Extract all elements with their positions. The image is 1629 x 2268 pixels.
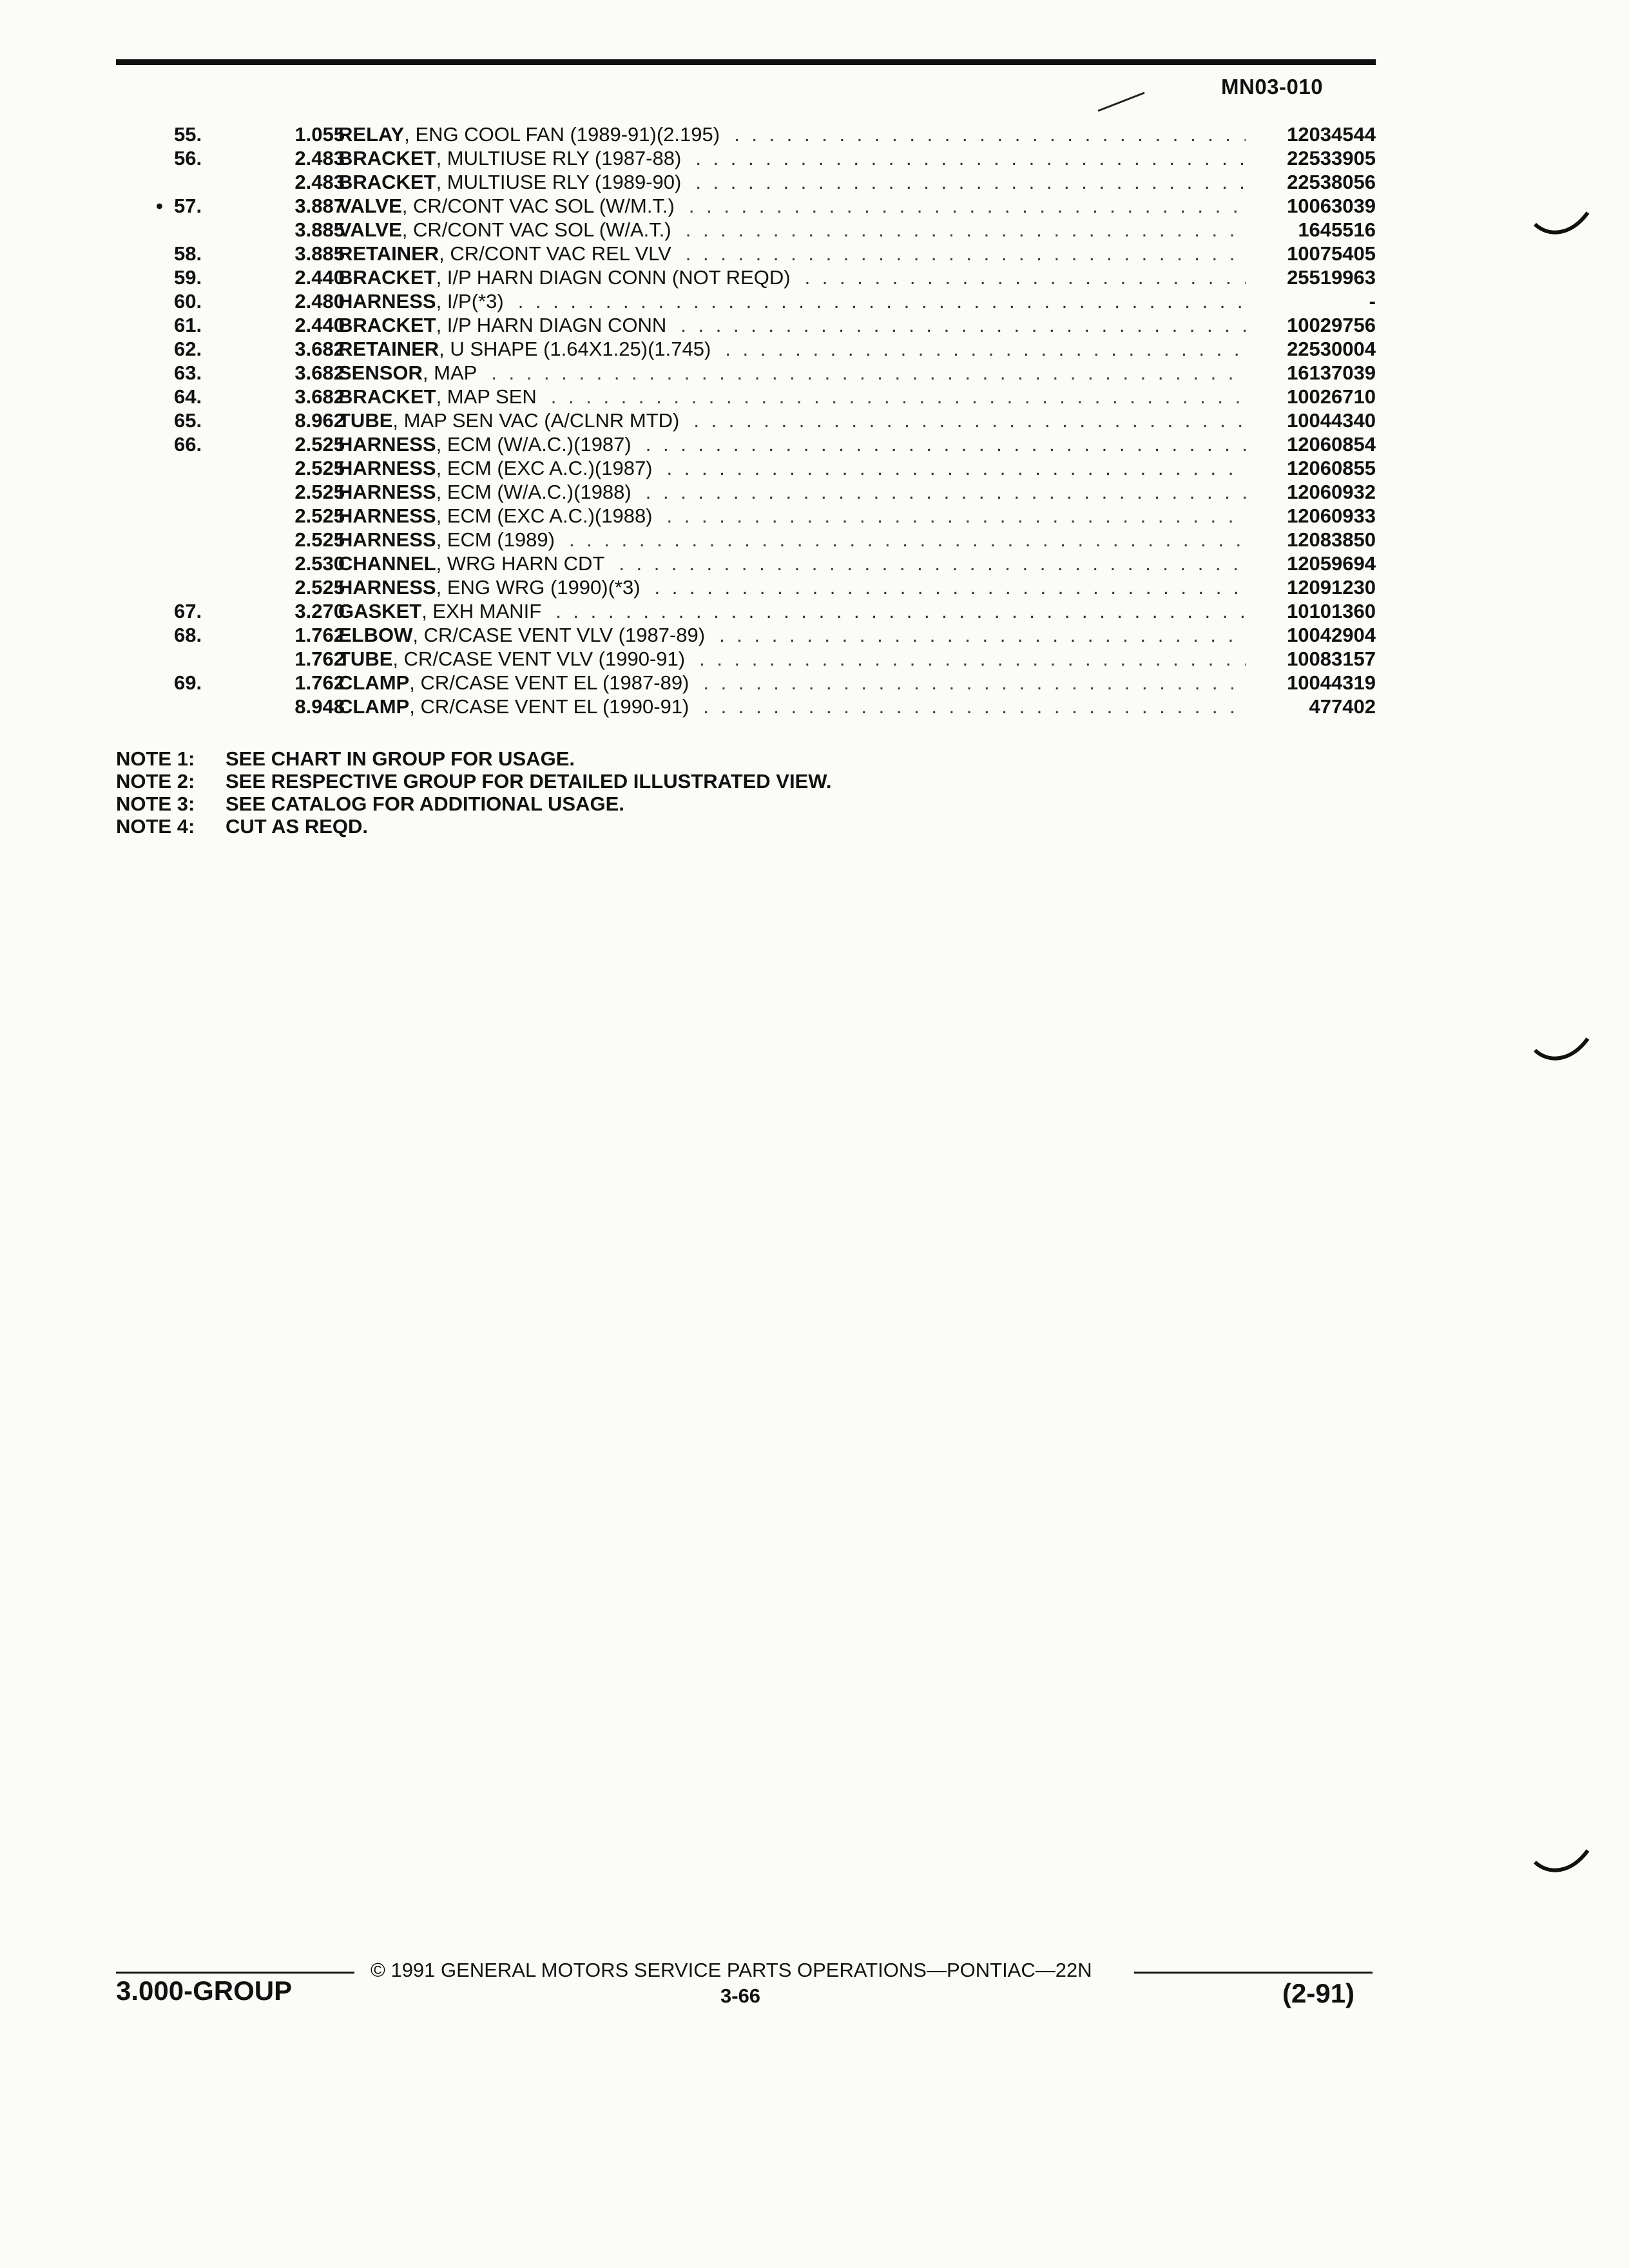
ref-number: 62. <box>174 338 202 360</box>
description <box>338 385 1376 408</box>
group-number: 2.525 <box>294 505 345 527</box>
parts-row <box>116 575 1376 599</box>
leader-dots <box>551 385 1246 408</box>
parts-row <box>116 385 1376 408</box>
top-rule <box>116 59 1376 65</box>
part-detail: , ENG WRG (1990)(*3) <box>436 576 641 599</box>
note-label: NOTE 4: <box>116 815 195 838</box>
group-number: 3.682 <box>294 385 345 408</box>
binding-mark <box>1532 205 1590 244</box>
group-number: 2.525 <box>294 433 345 456</box>
part-number: 1645516 <box>1298 218 1376 241</box>
description <box>338 146 1376 170</box>
part-detail: , ECM (W/A.C.)(1987) <box>436 433 631 456</box>
leader-dots <box>703 671 1246 695</box>
part-number: 12060854 <box>1287 433 1376 456</box>
note-label: NOTE 3: <box>116 793 195 815</box>
ref-number: 65. <box>174 409 202 432</box>
part-number: 10083157 <box>1287 648 1376 670</box>
part-number: 22530004 <box>1287 338 1376 360</box>
ref-number: 59. <box>174 266 202 289</box>
ref-number: 66. <box>174 433 202 456</box>
group-number: 2.440 <box>294 314 345 336</box>
parts-row <box>116 361 1376 385</box>
leader-dots <box>725 337 1246 361</box>
leader-dots <box>703 695 1246 718</box>
part-detail: , ENG COOL FAN (1989-91)(2.195) <box>404 123 720 146</box>
description <box>338 170 1376 194</box>
leader-dots <box>646 480 1246 504</box>
group-number: 8.962 <box>294 409 345 432</box>
bullet-mark: • <box>156 195 163 217</box>
leader-dots <box>719 623 1246 647</box>
parts-row <box>116 552 1376 575</box>
group-number: 3.270 <box>294 600 345 622</box>
part-detail: , CR/CONT VAC SOL (W/M.T.) <box>401 195 675 217</box>
part-detail: , I/P(*3) <box>436 290 504 312</box>
group-number: 3.885 <box>294 218 345 241</box>
part-noun: BRACKET <box>338 171 436 193</box>
group-number: 2.530 <box>294 552 345 575</box>
revision-date: (2-91) <box>1282 1978 1355 2008</box>
description <box>338 552 1376 575</box>
leader-dots <box>667 456 1246 480</box>
group-number: 3.887 <box>294 195 345 217</box>
note-row <box>116 747 831 770</box>
parts-row <box>116 218 1376 242</box>
description <box>338 599 1376 623</box>
part-number: 22538056 <box>1287 171 1376 193</box>
ref-number: 67. <box>174 600 202 622</box>
binding-mark <box>1532 1031 1590 1070</box>
ref-number: 64. <box>174 385 202 408</box>
note-text: SEE CHART IN GROUP FOR USAGE. <box>226 747 575 770</box>
part-noun: HARNESS <box>338 576 436 599</box>
group-number: 3.885 <box>294 242 345 265</box>
part-detail: , CR/CONT VAC REL VLV <box>439 242 671 265</box>
part-number: 10044340 <box>1287 409 1376 432</box>
part-detail: , MAP SEN <box>436 385 537 408</box>
pen-mark <box>1095 89 1147 115</box>
note-row <box>116 793 831 815</box>
part-number: 10044319 <box>1287 671 1376 694</box>
ref-number: 58. <box>174 242 202 265</box>
description <box>338 671 1376 695</box>
part-noun: RETAINER <box>338 338 439 360</box>
part-number: 477402 <box>1309 695 1376 718</box>
part-noun: BRACKET <box>338 147 436 169</box>
part-noun: CLAMP <box>338 695 410 718</box>
parts-row <box>116 480 1376 504</box>
description <box>338 361 1376 385</box>
leader-dots <box>667 504 1246 528</box>
part-number: 12083850 <box>1287 528 1376 551</box>
leader-dots <box>805 265 1246 289</box>
footer-rule <box>1134 1972 1373 1974</box>
description <box>338 528 1376 552</box>
part-noun: TUBE <box>338 648 393 670</box>
ref-number: 55. <box>174 123 202 146</box>
part-noun: HARNESS <box>338 457 436 479</box>
part-detail: , U SHAPE (1.64X1.25)(1.745) <box>439 338 711 360</box>
description <box>338 456 1376 480</box>
parts-row <box>116 599 1376 623</box>
description <box>338 194 1376 218</box>
leader-dots <box>619 552 1246 575</box>
description <box>338 623 1376 647</box>
ref-number: 61. <box>174 314 202 336</box>
leader-dots <box>569 528 1246 552</box>
parts-row <box>116 671 1376 695</box>
group-label: 3.000-GROUP <box>116 1975 293 2006</box>
part-detail: , CR/CONT VAC SOL (W/A.T.) <box>401 218 671 241</box>
leader-dots <box>689 194 1246 218</box>
parts-row <box>116 623 1376 647</box>
part-noun: BRACKET <box>338 314 436 336</box>
part-detail: , MAP <box>422 361 477 384</box>
ref-number: 63. <box>174 361 202 384</box>
description <box>338 504 1376 528</box>
part-noun: RELAY <box>338 123 405 146</box>
description <box>338 647 1376 671</box>
part-number: 10026710 <box>1287 385 1376 408</box>
description <box>338 480 1376 504</box>
ref-number: 57. <box>174 195 202 217</box>
description <box>338 695 1376 718</box>
note-row <box>116 770 831 793</box>
group-number: 1.762 <box>294 648 345 670</box>
part-detail: , ECM (EXC A.C.)(1987) <box>436 457 653 479</box>
parts-list <box>116 122 1376 718</box>
part-noun: BRACKET <box>338 266 436 289</box>
leader-dots <box>555 599 1246 623</box>
page-code: MN03-010 <box>1221 75 1324 99</box>
description <box>338 432 1376 456</box>
part-noun: SENSOR <box>338 361 423 384</box>
part-number: 10075405 <box>1287 242 1376 265</box>
parts-row <box>116 456 1376 480</box>
ref-number: 68. <box>174 624 202 646</box>
group-number: 2.480 <box>294 290 345 312</box>
footer-rule <box>116 1972 354 1974</box>
part-noun: ELBOW <box>338 624 413 646</box>
leader-dots <box>734 122 1246 146</box>
part-detail: , I/P HARN DIAGN CONN (NOT REQD) <box>436 266 791 289</box>
group-number: 3.682 <box>294 361 345 384</box>
ref-number: 56. <box>174 147 202 169</box>
parts-row <box>116 170 1376 194</box>
part-noun: VALVE <box>338 218 402 241</box>
parts-row <box>116 647 1376 671</box>
note-text: SEE RESPECTIVE GROUP FOR DETAILED ILLUSTRATED VIEW. <box>226 770 832 793</box>
part-noun: GASKET <box>338 600 422 622</box>
parts-row <box>116 265 1376 289</box>
note-label: NOTE 1: <box>116 747 195 770</box>
part-number: 12059694 <box>1287 552 1376 575</box>
group-number: 1.055 <box>294 123 345 146</box>
part-noun: RETAINER <box>338 242 439 265</box>
part-number: - <box>1369 290 1376 312</box>
parts-row <box>116 432 1376 456</box>
parts-row <box>116 122 1376 146</box>
group-number: 2.440 <box>294 266 345 289</box>
parts-row <box>116 408 1376 432</box>
leader-dots <box>686 218 1246 242</box>
part-noun: HARNESS <box>338 290 436 312</box>
description <box>338 289 1376 313</box>
part-noun: HARNESS <box>338 481 436 503</box>
note-text: CUT AS REQD. <box>226 815 369 838</box>
part-detail: , CR/CASE VENT EL (1987-89) <box>409 671 689 694</box>
parts-row <box>116 194 1376 218</box>
part-noun: VALVE <box>338 195 402 217</box>
description <box>338 122 1376 146</box>
leader-dots <box>646 432 1246 456</box>
parts-row <box>116 289 1376 313</box>
part-number: 22533905 <box>1287 147 1376 169</box>
group-number: 2.525 <box>294 576 345 599</box>
leader-dots <box>680 313 1246 337</box>
parts-row <box>116 313 1376 337</box>
part-noun: HARNESS <box>338 505 436 527</box>
leader-dots <box>655 575 1246 599</box>
description <box>338 408 1376 432</box>
leader-dots <box>491 361 1246 385</box>
part-number: 10042904 <box>1287 624 1376 646</box>
part-detail: , ECM (W/A.C.)(1988) <box>436 481 631 503</box>
part-number: 25519963 <box>1287 266 1376 289</box>
parts-row <box>116 337 1376 361</box>
part-number: 10029756 <box>1287 314 1376 336</box>
part-detail: , ECM (1989) <box>436 528 555 551</box>
group-number: 2.483 <box>294 171 345 193</box>
part-noun: BRACKET <box>338 385 436 408</box>
part-number: 10063039 <box>1287 195 1376 217</box>
leader-dots <box>518 289 1246 313</box>
part-detail: , ECM (EXC A.C.)(1988) <box>436 505 653 527</box>
part-detail: , I/P HARN DIAGN CONN <box>436 314 667 336</box>
parts-row <box>116 242 1376 265</box>
binding-mark <box>1532 1843 1590 1881</box>
page-number: 3-66 <box>720 1984 761 2007</box>
leader-dots <box>695 170 1246 194</box>
part-noun: HARNESS <box>338 528 436 551</box>
notes-section <box>116 747 831 838</box>
description <box>338 218 1376 242</box>
leader-dots <box>693 408 1246 432</box>
part-number: 12060932 <box>1287 481 1376 503</box>
part-detail: , CR/CASE VENT VLV (1987-89) <box>412 624 706 646</box>
group-number: 2.525 <box>294 528 345 551</box>
parts-row <box>116 695 1376 718</box>
part-detail: , WRG HARN CDT <box>436 552 605 575</box>
part-noun: CLAMP <box>338 671 410 694</box>
part-detail: , EXH MANIF <box>421 600 542 622</box>
leader-dots <box>686 242 1246 265</box>
group-number: 1.762 <box>294 624 345 646</box>
part-noun: CHANNEL <box>338 552 436 575</box>
group-number: 2.525 <box>294 481 345 503</box>
part-number: 12034544 <box>1287 123 1376 146</box>
part-number: 12060933 <box>1287 505 1376 527</box>
description <box>338 313 1376 337</box>
part-number: 16137039 <box>1287 361 1376 384</box>
part-detail: , MULTIUSE RLY (1987-88) <box>436 147 682 169</box>
note-text: SEE CATALOG FOR ADDITIONAL USAGE. <box>226 793 624 815</box>
description <box>338 242 1376 265</box>
ref-number: 69. <box>174 671 202 694</box>
note-row <box>116 815 831 838</box>
part-detail: , MAP SEN VAC (A/CLNR MTD) <box>392 409 680 432</box>
note-label: NOTE 2: <box>116 770 195 793</box>
part-detail: , MULTIUSE RLY (1989-90) <box>436 171 682 193</box>
part-detail: , CR/CASE VENT EL (1990-91) <box>409 695 689 718</box>
copyright: © 1991 GENERAL MOTORS SERVICE PARTS OPERATIONS—PONTIAC—22N <box>371 1959 1092 1981</box>
group-number: 8.948 <box>294 695 345 718</box>
parts-row <box>116 504 1376 528</box>
ref-number: 60. <box>174 290 202 312</box>
group-number: 3.682 <box>294 338 345 360</box>
group-number: 1.762 <box>294 671 345 694</box>
description <box>338 337 1376 361</box>
description <box>338 575 1376 599</box>
leader-dots <box>699 647 1246 671</box>
part-number: 12060855 <box>1287 457 1376 479</box>
part-number: 12091230 <box>1287 576 1376 599</box>
description <box>338 265 1376 289</box>
leader-dots <box>695 146 1246 170</box>
parts-row <box>116 528 1376 552</box>
part-noun: HARNESS <box>338 433 436 456</box>
group-number: 2.525 <box>294 457 345 479</box>
part-number: 10101360 <box>1287 600 1376 622</box>
part-noun: TUBE <box>338 409 393 432</box>
part-detail: , CR/CASE VENT VLV (1990-91) <box>392 648 686 670</box>
parts-row <box>116 146 1376 170</box>
group-number: 2.483 <box>294 147 345 169</box>
